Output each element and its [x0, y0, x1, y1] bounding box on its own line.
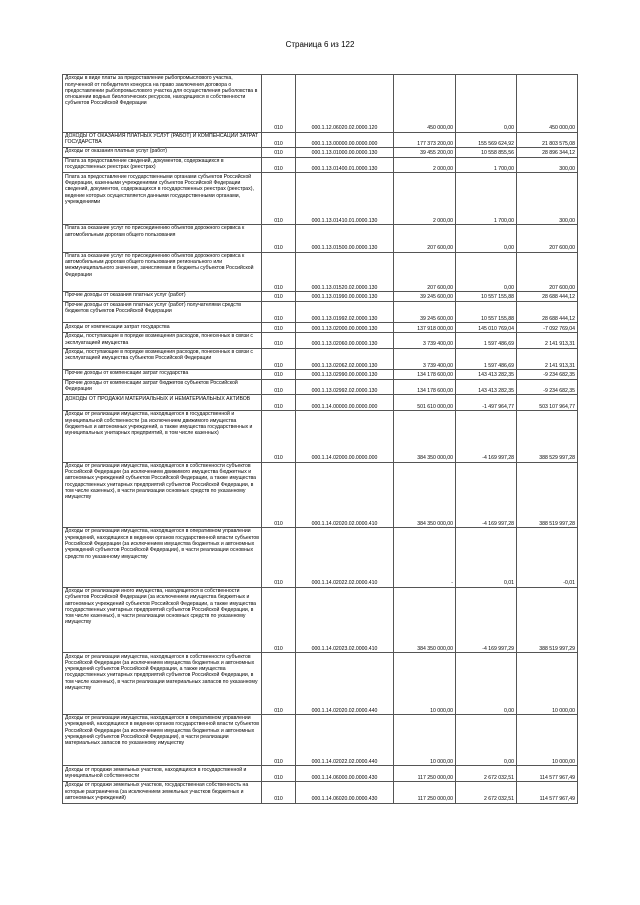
revenue-table	[62, 74, 578, 804]
row-approved-cell: 117 250 000,00	[394, 782, 456, 804]
row-budget-code-cell: 000.1.13.01520.02.0000.130	[296, 252, 394, 292]
row-budget-code-cell: 000.1.14.02022.02.0000.440	[296, 714, 394, 766]
row-line-code-cell: 010	[262, 782, 296, 804]
row-approved-cell: 134 178 600,00	[394, 379, 456, 395]
row-line-code-cell: 010	[262, 379, 296, 395]
row-name-cell: Доходы от реализации иного имущества, находящегося в собственности субъектов Российской Федерации (за исключением имущества бюджетных и автономных учреждений субъектов Российской Федерации, а также имущества государственных унитарных предприятий субъектов Российской Федерации, в том числе казенных), в части реализации основных средств по указанному имуществу	[63, 587, 262, 653]
table-row	[63, 132, 578, 148]
row-budget-code-cell: 000.1.13.01500.00.0000.130	[296, 224, 394, 252]
table-row	[63, 323, 578, 333]
row-unexecuted-cell: 2 141 913,31	[517, 332, 578, 348]
row-budget-code-cell: 000.1.14.02023.02.0000.410	[296, 587, 394, 653]
row-budget-code-cell: 000.1.14.02022.02.0000.410	[296, 528, 394, 588]
page-number-label: Страница 6 из 122	[285, 40, 355, 49]
row-name-cell: Прочие доходы от компенсации затрат бюджетов субъектов Российской Федерации	[63, 379, 262, 395]
row-approved-cell: 39 245 600,00	[394, 292, 456, 302]
row-executed-cell: 143 413 282,35	[456, 370, 517, 380]
row-approved-cell: 10 000,00	[394, 653, 456, 715]
row-budget-code-cell: 000.1.13.02060.00.0000.130	[296, 332, 394, 348]
row-unexecuted-cell: 21 803 575,08	[517, 132, 578, 148]
row-line-code-cell: 010	[262, 462, 296, 528]
row-budget-code-cell: 000.1.13.01000.00.0000.130	[296, 148, 394, 158]
row-name-cell: Доходы от реализации имущества, находящегося в собственности субъектов Российской Федерации (за исключением движимого имущества бюджетных и автономных учреждений субъектов Российской Федерации, а также имущества государственных унитарных предприятий субъектов Российской Федерации, в том числе казенных), в части реализации основных средств по указанному имуществу	[63, 462, 262, 528]
row-unexecuted-cell: 388 519 997,29	[517, 587, 578, 653]
row-approved-cell: 207 600,00	[394, 252, 456, 292]
table-row	[63, 714, 578, 766]
row-unexecuted-cell: 207 600,00	[517, 224, 578, 252]
row-budget-code-cell: 000.1.14.00000.00.0000.000	[296, 395, 394, 411]
row-executed-cell: 143 413 282,35	[456, 379, 517, 395]
table-row	[63, 379, 578, 395]
row-unexecuted-cell: 300,00	[517, 173, 578, 225]
row-line-code-cell: 010	[262, 252, 296, 292]
row-line-code-cell: 010	[262, 323, 296, 333]
row-approved-cell: 39 245 600,00	[394, 301, 456, 323]
row-name-cell: Плата за оказание услуг по присоединению объектов дорожного сервиса к автомобильным дорогам общего пользования	[63, 224, 262, 252]
row-executed-cell: 155 569 624,92	[456, 132, 517, 148]
row-name-cell: Прочие доходы от оказания платных услуг (работ)	[63, 292, 262, 302]
row-executed-cell: 2 672 032,51	[456, 782, 517, 804]
row-approved-cell: 177 373 200,00	[394, 132, 456, 148]
row-line-code-cell: 010	[262, 714, 296, 766]
row-line-code-cell: 010	[262, 332, 296, 348]
row-line-code-cell: 010	[262, 395, 296, 411]
row-name-cell: ДОХОДЫ ОТ ОКАЗАНИЯ ПЛАТНЫХ УСЛУГ (РАБОТ) И КОМПЕНСАЦИИ ЗАТРАТ ГОСУДАРСТВА	[63, 132, 262, 148]
row-unexecuted-cell: -7 092 769,04	[517, 323, 578, 333]
row-executed-cell: 2 672 032,51	[456, 766, 517, 782]
row-approved-cell: 501 610 000,00	[394, 395, 456, 411]
row-line-code-cell: 010	[262, 587, 296, 653]
row-unexecuted-cell: 388 529 997,28	[517, 410, 578, 462]
row-unexecuted-cell: -0,01	[517, 528, 578, 588]
row-unexecuted-cell: 503 107 964,77	[517, 395, 578, 411]
table-row	[63, 157, 578, 173]
row-line-code-cell: 010	[262, 292, 296, 302]
row-budget-code-cell: 000.1.13.00000.00.0000.000	[296, 132, 394, 148]
row-executed-cell: 10 557 155,88	[456, 292, 517, 302]
row-budget-code-cell: 000.1.13.02062.02.0000.130	[296, 348, 394, 370]
row-executed-cell: -4 169 997,29	[456, 587, 517, 653]
table-row	[63, 292, 578, 302]
row-line-code-cell: 010	[262, 653, 296, 715]
row-approved-cell: 134 178 600,00	[394, 370, 456, 380]
row-approved-cell: 450 000,00	[394, 75, 456, 133]
row-executed-cell: -1 497 964,77	[456, 395, 517, 411]
row-budget-code-cell: 000.1.13.02000.00.0000.130	[296, 323, 394, 333]
table-row	[63, 224, 578, 252]
row-name-cell: Доходы от реализации имущества, находящегося в собственности субъектов Российской Федерации (за исключением имущества бюджетных и автономных учреждений субъектов Российской Федерации, а также имущества государственных унитарных предприятий субъектов Российской Федерации, в том числе казенных), в части реализации материальных запасов по указанному имуществу	[63, 653, 262, 715]
table-row	[63, 587, 578, 653]
table-row	[63, 653, 578, 715]
row-executed-cell: 0,01	[456, 528, 517, 588]
row-name-cell: Доходы от реализации имущества, находящегося в оперативном управлении учреждений, находящихся в ведении органов государственной власти субъектов Российской Федерации (за исключением имущества бюджетных и автономных учреждений субъектов Российской Федерации), в части реализации материальных запасов по указанному имуществу	[63, 714, 262, 766]
row-budget-code-cell: 000.1.13.02990.00.0000.130	[296, 370, 394, 380]
row-line-code-cell: 010	[262, 157, 296, 173]
row-approved-cell: 384 350 000,00	[394, 462, 456, 528]
row-budget-code-cell: 000.1.14.06020.00.0000.430	[296, 782, 394, 804]
row-unexecuted-cell: -9 234 682,35	[517, 370, 578, 380]
row-line-code-cell: 010	[262, 224, 296, 252]
row-unexecuted-cell: -9 234 682,35	[517, 379, 578, 395]
row-executed-cell: 0,00	[456, 75, 517, 133]
row-name-cell: Доходы от реализации имущества, находящегося в государственной и муниципальной собственности (за исключением движимого имущества бюджетных и автономных учреждений, а также имущества государственных и муниципальных унитарных предприятий, в том числе казенных)	[63, 410, 262, 462]
row-line-code-cell: 010	[262, 173, 296, 225]
row-approved-cell: 2 000,00	[394, 157, 456, 173]
table-row	[63, 766, 578, 782]
row-executed-cell: 0,00	[456, 224, 517, 252]
row-budget-code-cell: 000.1.14.02000.00.0000.000	[296, 410, 394, 462]
row-line-code-cell: 010	[262, 410, 296, 462]
row-approved-cell: 384 350 000,00	[394, 587, 456, 653]
row-executed-cell: -4 169 997,28	[456, 410, 517, 462]
row-name-cell: Плата за предоставление государственными органами субъектов Российской Федерации, казенными учреждениями субъектов Российской Федерации сведений, документов, содержащихся в государственных реестрах (реестрах), ведение которых осуществляется данными государственными органами, учреждениями	[63, 173, 262, 225]
row-approved-cell: -	[394, 528, 456, 588]
row-unexecuted-cell: 450 000,00	[517, 75, 578, 133]
row-budget-code-cell: 000.1.13.01990.00.0000.130	[296, 292, 394, 302]
table-row	[63, 410, 578, 462]
row-unexecuted-cell: 114 577 967,49	[517, 782, 578, 804]
row-unexecuted-cell: 10 000,00	[517, 714, 578, 766]
row-line-code-cell: 010	[262, 528, 296, 588]
row-executed-cell: 1 700,00	[456, 173, 517, 225]
row-name-cell: Плата за предоставление сведений, документов, содержащихся в государственных реестрах (реестрах)	[63, 157, 262, 173]
row-approved-cell: 137 918 000,00	[394, 323, 456, 333]
row-name-cell: ДОХОДЫ ОТ ПРОДАЖИ МАТЕРИАЛЬНЫХ И НЕМАТЕРИАЛЬНЫХ АКТИВОВ	[63, 395, 262, 411]
table-row	[63, 148, 578, 158]
row-name-cell: Доходы от реализации имущества, находящегося в оперативном управлении учреждений, находящихся в ведении органов государственной власти субъектов Российской Федерации (за исключением имущества бюджетных и автономных учреждений субъектов Российской Федерации), в части реализации основных средств по указанному имуществу	[63, 528, 262, 588]
table-row	[63, 252, 578, 292]
row-name-cell: Плата за оказание услуг по присоединению объектов дорожного сервиса к автомобильным дорогам общего пользования регионального или межмуниципального значения, зачисляемая в бюджеты субъектов Российской Федерации	[63, 252, 262, 292]
table-row	[63, 782, 578, 804]
row-approved-cell: 384 350 000,00	[394, 410, 456, 462]
row-approved-cell: 117 250 000,00	[394, 766, 456, 782]
row-name-cell: Доходы от оказания платных услуг (работ)	[63, 148, 262, 158]
row-name-cell: Доходы от компенсации затрат государства	[63, 323, 262, 333]
row-budget-code-cell: 000.1.14.06000.00.0000.430	[296, 766, 394, 782]
row-name-cell: Прочие доходы от оказания платных услуг (работ) получателями средств бюджетов субъектов Российской Федерации	[63, 301, 262, 323]
row-line-code-cell: 010	[262, 132, 296, 148]
row-line-code-cell: 010	[262, 75, 296, 133]
table-row	[63, 462, 578, 528]
row-unexecuted-cell: 207 600,00	[517, 252, 578, 292]
row-name-cell: Доходы, поступающие в порядке возмещения расходов, понесенных в связи с эксплуатацией имущества субъектов Российской Федерации	[63, 348, 262, 370]
table-row	[63, 370, 578, 380]
row-executed-cell: 0,00	[456, 252, 517, 292]
row-budget-code-cell: 000.1.13.02992.02.0000.130	[296, 379, 394, 395]
row-name-cell: Доходы от продажи земельных участков, находящихся в государственной и муниципальной собственности	[63, 766, 262, 782]
row-name-cell: Доходы в виде платы за предоставление рыбопромыслового участка, полученной от победителя конкурса на право заключения договора о предоставлении рыбопромыслового участка для осуществления рыболовства в отношении водных биологических ресурсов, находящихся в собственности субъектов Российской Федерации	[63, 75, 262, 133]
row-unexecuted-cell: 28 688 444,12	[517, 292, 578, 302]
row-unexecuted-cell: 28 688 444,12	[517, 301, 578, 323]
row-budget-code-cell: 000.1.13.01410.01.0000.130	[296, 173, 394, 225]
row-line-code-cell: 010	[262, 766, 296, 782]
row-approved-cell: 207 600,00	[394, 224, 456, 252]
row-line-code-cell: 010	[262, 148, 296, 158]
table-row	[63, 301, 578, 323]
table-row	[63, 528, 578, 588]
row-line-code-cell: 010	[262, 370, 296, 380]
row-budget-code-cell: 000.1.14.02020.02.0000.440	[296, 653, 394, 715]
row-executed-cell: 10 558 855,56	[456, 148, 517, 158]
row-approved-cell: 3 739 400,00	[394, 332, 456, 348]
table-row	[63, 332, 578, 348]
row-executed-cell: 10 557 155,88	[456, 301, 517, 323]
row-unexecuted-cell: 2 141 913,31	[517, 348, 578, 370]
row-budget-code-cell: 000.1.12.06020.02.0000.120	[296, 75, 394, 133]
row-approved-cell: 2 000,00	[394, 173, 456, 225]
row-unexecuted-cell: 28 896 344,12	[517, 148, 578, 158]
row-executed-cell: -4 169 997,28	[456, 462, 517, 528]
row-name-cell: Прочие доходы от компенсации затрат государства	[63, 370, 262, 380]
row-unexecuted-cell: 10 000,00	[517, 653, 578, 715]
row-unexecuted-cell: 300,00	[517, 157, 578, 173]
row-executed-cell: 145 010 769,04	[456, 323, 517, 333]
row-approved-cell: 39 455 200,00	[394, 148, 456, 158]
row-unexecuted-cell: 114 577 967,49	[517, 766, 578, 782]
row-executed-cell: 0,00	[456, 714, 517, 766]
row-name-cell: Доходы, поступающие в порядке возмещения расходов, понесенных в связи с эксплуатацией имущества	[63, 332, 262, 348]
row-line-code-cell: 010	[262, 348, 296, 370]
row-unexecuted-cell: 388 519 997,28	[517, 462, 578, 528]
table-row	[63, 395, 578, 411]
row-approved-cell: 10 000,00	[394, 714, 456, 766]
table-row	[63, 75, 578, 133]
row-line-code-cell: 010	[262, 301, 296, 323]
table-row	[63, 348, 578, 370]
row-name-cell: Доходы от продажи земельных участков, государственная собственность на которые разграничена (за исключением земельных участков бюджетных и автономных учреждений)	[63, 782, 262, 804]
row-approved-cell: 3 739 400,00	[394, 348, 456, 370]
row-executed-cell: 1 700,00	[456, 157, 517, 173]
row-budget-code-cell: 000.1.13.01992.02.0000.130	[296, 301, 394, 323]
row-executed-cell: 0,00	[456, 653, 517, 715]
row-executed-cell: 1 597 486,69	[456, 348, 517, 370]
row-executed-cell: 1 597 486,69	[456, 332, 517, 348]
table-row	[63, 173, 578, 225]
row-budget-code-cell: 000.1.14.02020.02.0000.410	[296, 462, 394, 528]
row-budget-code-cell: 000.1.13.01400.01.0000.130	[296, 157, 394, 173]
